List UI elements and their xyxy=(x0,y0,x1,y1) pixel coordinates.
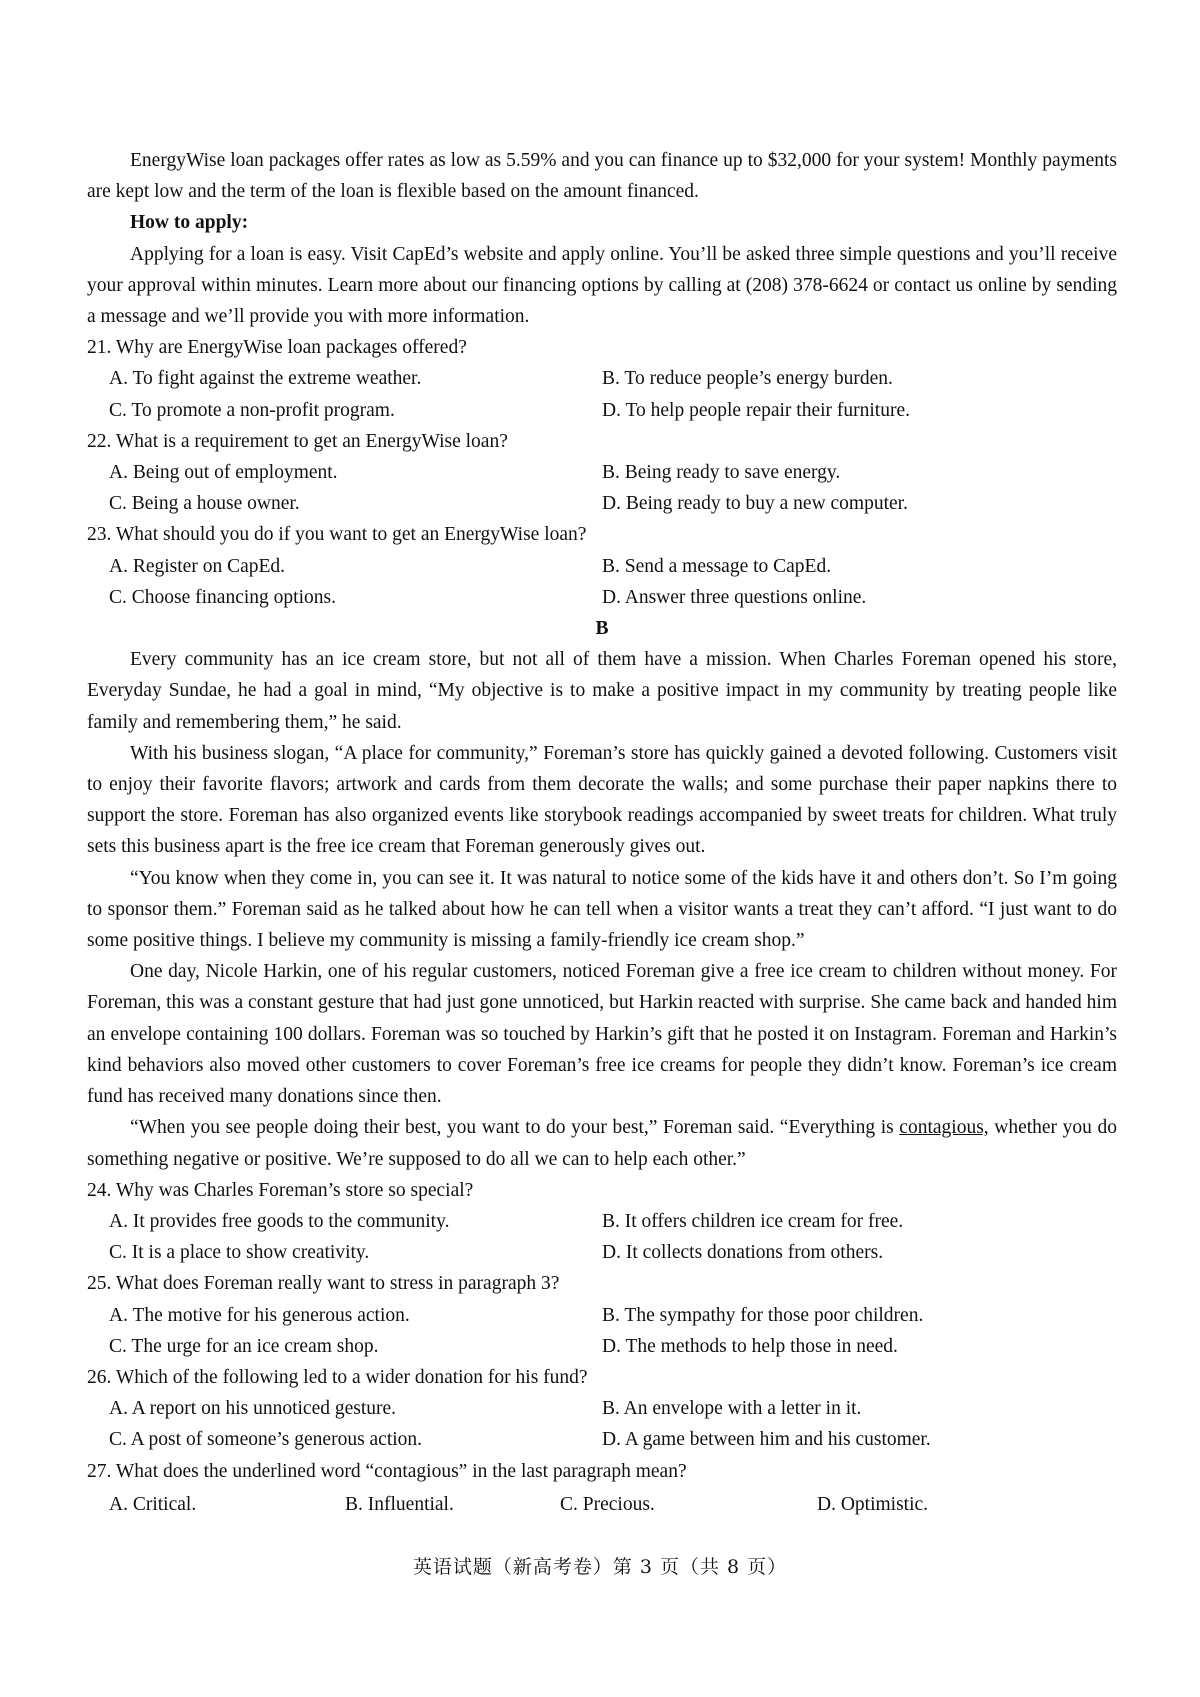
question-24-options xyxy=(87,1206,1117,1268)
question-22-options xyxy=(87,457,1117,519)
option-25-b: B. The sympathy for those poor children. xyxy=(602,1304,924,1326)
passage-b-paragraph-1: Every community has an ice cream store, but not all of them have a mission. When Charles Foreman opened his store, Everyday Sundae, he had a goal in mind, “My objective is to make a positive impact in my community by treating people like family and remembering them,” he said. xyxy=(87,649,1117,733)
option-26-a: A. A report on his unnoticed gesture. xyxy=(109,1398,397,1420)
paragraph-5-text-after: whether you do something negative or positive. We’re supposed to do all we can to help each other.” xyxy=(87,1117,1117,1170)
passage-b-paragraph-4: One day, Nicole Harkin, one of his regular customers, noticed Foreman give a free ice cream to children without money. For Foreman, this was a constant gesture that had just gone unnoticed, but Harkin reacted with surprise. She came back and handed him an envelope containing 100 dollars. Foreman was so touched by Harkin’s gift that he posted it on Instagram. Foreman and Harkin’s kind behaviors also moved other customers to cover Foreman’s free ice creams for people they didn’t know. Foreman’s ice cream fund has received many donations since then. xyxy=(87,961,1117,1108)
option-22-b: B. Being ready to save energy. xyxy=(602,462,841,484)
question-25-options xyxy=(87,1300,1117,1362)
section-b-label: B xyxy=(595,618,609,640)
option-23-c: C. Choose financing options. xyxy=(109,586,336,608)
option-27-a: A. Critical. xyxy=(109,1493,197,1515)
option-24-c: C. It is a place to show creativity. xyxy=(109,1242,370,1264)
option-24-d: D. It collects donations from others. xyxy=(602,1242,884,1264)
question-23-options xyxy=(87,551,1117,613)
option-25-a: A. The motive for his generous action. xyxy=(109,1304,410,1326)
option-22-c: C. Being a house owner. xyxy=(109,493,300,515)
option-21-c: C. To promote a non-profit program. xyxy=(109,399,395,421)
option-25-c: C. The urge for an ice cream shop. xyxy=(109,1335,379,1357)
passage-b-paragraph-5 xyxy=(87,1112,1117,1174)
option-25-d: D. The methods to help those in need. xyxy=(602,1335,898,1357)
passage-b-paragraph-3: “You know when they come in, you can see it. It was natural to notice some of the kids have it and others don’t. So I’m going to sponsor them.” Foreman said as he talked about how he can tell when a visitor wants a treat they can’t afford. “I just want to do some positive things. I believe my community is missing a family-friendly ice cream shop.” xyxy=(87,867,1117,952)
option-24-a: A. It provides free goods to the community. xyxy=(109,1210,450,1232)
option-27-d: D. Optimistic. xyxy=(817,1493,929,1515)
option-22-a: A. Being out of employment. xyxy=(109,462,338,484)
exam-page xyxy=(87,145,1117,1520)
option-26-b: B. An envelope with a letter in it. xyxy=(602,1398,862,1420)
option-21-a: A. To fight against the extreme weather. xyxy=(109,368,422,390)
option-26-d: D. A game between him and his customer. xyxy=(602,1429,931,1451)
option-22-d: D. Being ready to buy a new computer. xyxy=(602,493,908,515)
question-21-options xyxy=(87,363,1117,425)
option-23-a: A. Register on CapEd. xyxy=(109,555,286,577)
option-21-d: D. To help people repair their furniture. xyxy=(602,399,911,421)
paragraph-5-text-before: “When you see people doing their best, you want to do your best,” Foreman said. “Everything is xyxy=(130,1117,900,1139)
option-27-c: C. Precious. xyxy=(560,1493,655,1515)
question-23-stem: 23. What should you do if you want to get an EnergyWise loan? xyxy=(87,524,587,546)
option-27-b: B. Influential. xyxy=(345,1493,454,1515)
question-26-stem: 26. Which of the following led to a wider donation for his fund? xyxy=(87,1366,588,1388)
option-23-d: D. Answer three questions online. xyxy=(602,586,867,608)
passage-a-paragraph-2: Applying for a loan is easy. Visit CapEd’s website and apply online. You’ll be asked three simple questions and you’ll receive your approval within minutes. Learn more about our financing options by calling at (208) 378-6624 or contact us online by sending a message and we’ll provide you with more information. xyxy=(87,243,1117,328)
question-21-stem: 21. Why are EnergyWise loan packages offered? xyxy=(87,337,467,359)
question-25-stem: 25. What does Foreman really want to stress in paragraph 3? xyxy=(87,1273,560,1295)
how-to-apply-heading: How to apply: xyxy=(130,212,249,234)
question-26-options xyxy=(87,1393,1117,1455)
option-24-b: B. It offers children ice cream for free. xyxy=(602,1210,904,1232)
page-footer: 英语试题（新高考卷）第 3 页（共 8 页） xyxy=(412,1556,788,1578)
option-23-b: B. Send a message to CapEd. xyxy=(602,555,832,577)
passage-b-paragraph-2: With his business slogan, “A place for community,” Foreman’s store has quickly gained a devoted following. Customers visit to enjoy their favorite flavors; artwork and cards from them decorate the walls; and some purchase their paper napkins there to support the store. Foreman has also organized events like storybook readings accompanied by sweet treats for children. What truly sets this business apart is the free ice cream that Foreman generously gives out. xyxy=(87,742,1117,858)
question-27-stem: 27. What does the underlined word “contagious” in the last paragraph mean? xyxy=(87,1460,687,1482)
question-24-stem: 24. Why was Charles Foreman’s store so special? xyxy=(87,1179,474,1201)
option-26-c: C. A post of someone’s generous action. xyxy=(109,1429,423,1451)
question-27-options xyxy=(87,1489,1117,1520)
option-21-b: B. To reduce people’s energy burden. xyxy=(602,368,893,390)
underlined-word-contagious: contagious, xyxy=(899,1117,989,1139)
question-22-stem: 22. What is a requirement to get an EnergyWise loan? xyxy=(87,430,508,452)
passage-a-paragraph-1: EnergyWise loan packages offer rates as low as 5.59% and you can finance up to $32,000 for your system! Monthly payments are kept low and the term of the loan is flexible based on the amount financed. xyxy=(87,150,1117,203)
